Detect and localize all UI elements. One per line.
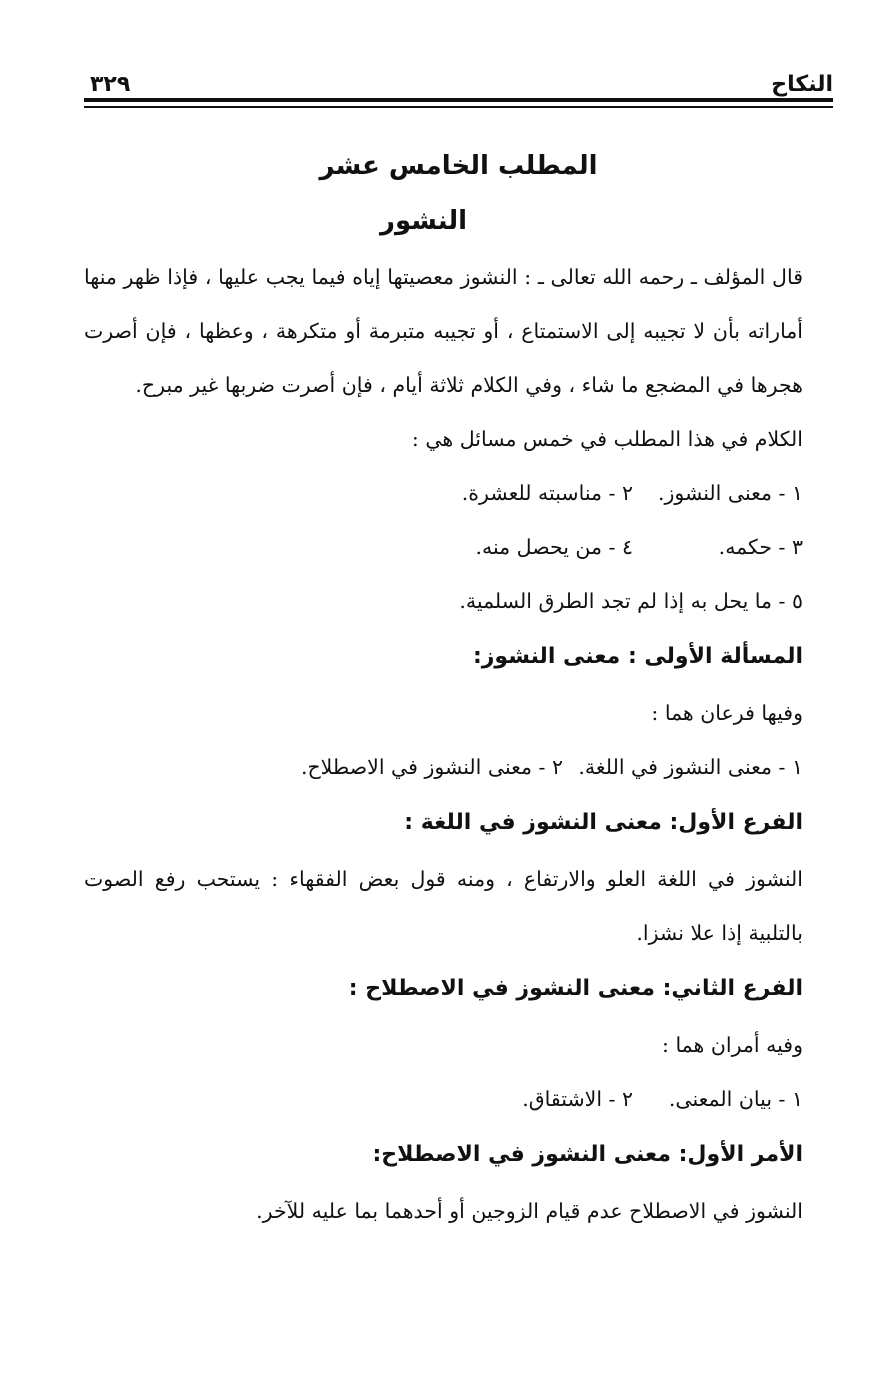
issue-item: ٣ - حكمه. xyxy=(718,535,803,559)
section-subtitle: النشور xyxy=(379,206,467,236)
branch-item: ١ - معنى النشوز في اللغة. xyxy=(578,755,803,779)
issue-item: ١ - معنى النشوز. xyxy=(657,481,803,505)
issues-row-2 xyxy=(84,520,833,574)
page-content xyxy=(84,140,833,1238)
issues-intro: الكلام في هذا المطلب في خمس مسائل هي : xyxy=(411,427,803,451)
page-number: ٣٢٩ xyxy=(90,72,131,97)
header-rule-thin xyxy=(84,106,833,108)
issue-item: ٢ - مناسبته للعشرة. xyxy=(461,481,633,505)
issue1-branches-row xyxy=(84,740,833,794)
header-rule-thick xyxy=(84,98,833,102)
page-header xyxy=(84,62,833,96)
branch2-heading: الفرع الثاني: معنى النشوز في الاصطلاح : xyxy=(348,976,803,1001)
branch2-intro: وفيه أمران هما : xyxy=(662,1033,803,1057)
matter-item: ٢ - الاشتقاق. xyxy=(522,1087,633,1111)
matter1-text: النشوز في الاصطلاح عدم قيام الزوجين أو أحدهما بما عليه للآخر. xyxy=(256,1199,803,1223)
issues-row-1 xyxy=(84,466,833,520)
issue-item: ٤ - من يحصل منه. xyxy=(475,535,633,559)
branch1-text: النشوز في اللغة العلو والارتفاع ، ومنه قول بعض الفقهاء : يستحب رفع الصوت بالتلبية إذا علا نشزا. xyxy=(84,867,803,945)
issue-item: ٥ - ما يحل به إذا لم تجد الطرق السلمية. xyxy=(459,589,803,613)
matter1-heading: الأمر الأول: معنى النشوز في الاصطلاح: xyxy=(372,1142,803,1167)
issue1-heading: المسألة الأولى : معنى النشوز: xyxy=(472,644,803,669)
branch-item: ٢ - معنى النشوز في الاصطلاح. xyxy=(300,755,563,779)
intro-paragraph: قال المؤلف ـ رحمه الله تعالى ـ : النشوز معصيتها إياه فيما يجب عليها ، فإذا ظهر منها أماراته بأن لا تجيبه إلى الاستمتاع ، أو تجيبه متبرمة أو متكرهة ، وعظها ، فإن أصرت هجرها في المضجع ما شاء ، وفي الكلام ثلاثة أيام ، فإن أصرت ضربها غير مبرح. xyxy=(84,265,803,397)
section-title: المطلب الخامس عشر xyxy=(319,151,598,181)
branch1-heading: الفرع الأول: معنى النشوز في اللغة : xyxy=(404,810,803,835)
issue1-intro: وفيها فرعان هما : xyxy=(651,701,803,725)
branch2-items-row xyxy=(84,1072,833,1126)
matter-item: ١ - بيان المعنى. xyxy=(668,1087,803,1111)
running-title: النكاح xyxy=(771,72,833,97)
